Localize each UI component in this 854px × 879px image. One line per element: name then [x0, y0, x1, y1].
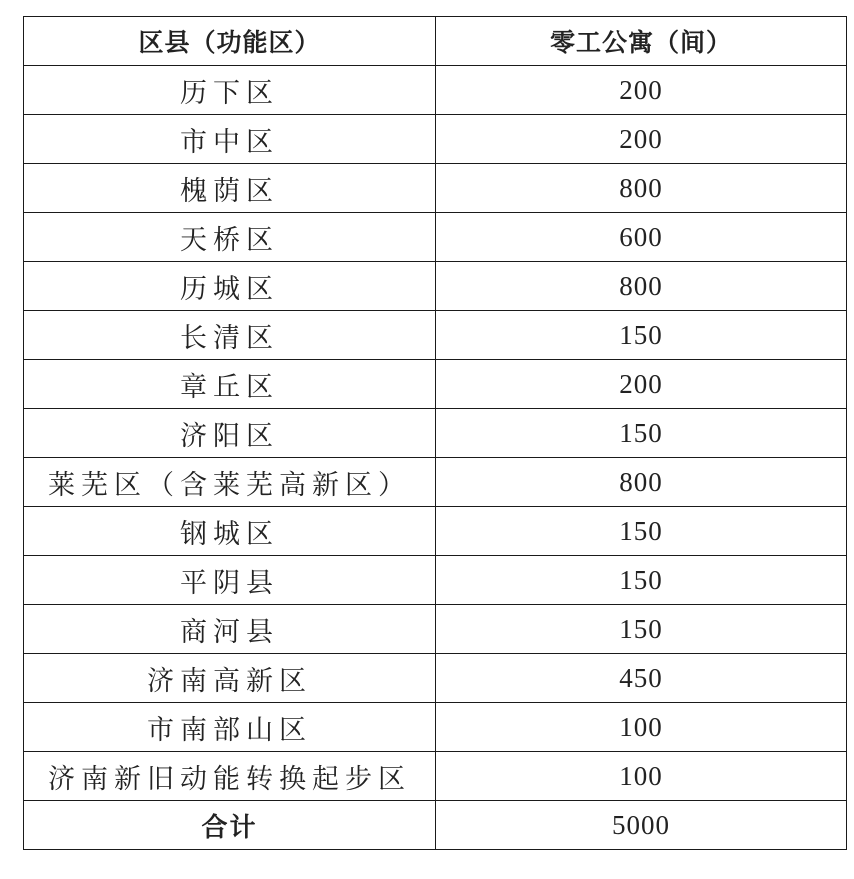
- district-cell: 济南新旧动能转换起步区: [24, 752, 436, 801]
- district-cell: 钢城区: [24, 507, 436, 556]
- district-cell: 济南高新区: [24, 654, 436, 703]
- table-row: [24, 66, 847, 115]
- district-cell: 槐荫区: [24, 164, 436, 213]
- units-cell: 200: [436, 66, 847, 115]
- table-row: [24, 213, 847, 262]
- table-row: [24, 115, 847, 164]
- units-cell: 450: [436, 654, 847, 703]
- table-row: [24, 605, 847, 654]
- district-cell: 章丘区: [24, 360, 436, 409]
- district-cell: 市南部山区: [24, 703, 436, 752]
- table-row: [24, 507, 847, 556]
- table-row: [24, 164, 847, 213]
- district-cell: 莱芜区（含莱芜高新区）: [24, 458, 436, 507]
- table-body: [24, 66, 847, 801]
- units-cell: 100: [436, 703, 847, 752]
- header-units: 零工公寓（间）: [436, 17, 847, 66]
- units-cell: 150: [436, 507, 847, 556]
- units-cell: 800: [436, 262, 847, 311]
- table-row: [24, 360, 847, 409]
- units-cell: 150: [436, 605, 847, 654]
- header-district: 区县（功能区）: [24, 17, 436, 66]
- units-cell: 150: [436, 409, 847, 458]
- units-cell: 600: [436, 213, 847, 262]
- table-row: [24, 409, 847, 458]
- units-cell: 150: [436, 556, 847, 605]
- units-cell: 200: [436, 360, 847, 409]
- table-row: [24, 458, 847, 507]
- district-cell: 济阳区: [24, 409, 436, 458]
- table-row: [24, 556, 847, 605]
- district-cell: 商河县: [24, 605, 436, 654]
- units-cell: 100: [436, 752, 847, 801]
- district-cell: 长清区: [24, 311, 436, 360]
- total-units: 5000: [436, 801, 847, 850]
- table-row: [24, 654, 847, 703]
- table-row: [24, 262, 847, 311]
- district-cell: 历下区: [24, 66, 436, 115]
- header-row: [24, 17, 847, 66]
- units-cell: 200: [436, 115, 847, 164]
- district-cell: 天桥区: [24, 213, 436, 262]
- table-row: [24, 311, 847, 360]
- units-cell: 150: [436, 311, 847, 360]
- apartment-allocation-table: [23, 16, 847, 850]
- total-row: [24, 801, 847, 850]
- units-cell: 800: [436, 164, 847, 213]
- district-cell: 平阴县: [24, 556, 436, 605]
- units-cell: 800: [436, 458, 847, 507]
- table-row: [24, 703, 847, 752]
- district-cell: 市中区: [24, 115, 436, 164]
- total-label: 合计: [24, 801, 436, 850]
- table-row: [24, 752, 847, 801]
- district-cell: 历城区: [24, 262, 436, 311]
